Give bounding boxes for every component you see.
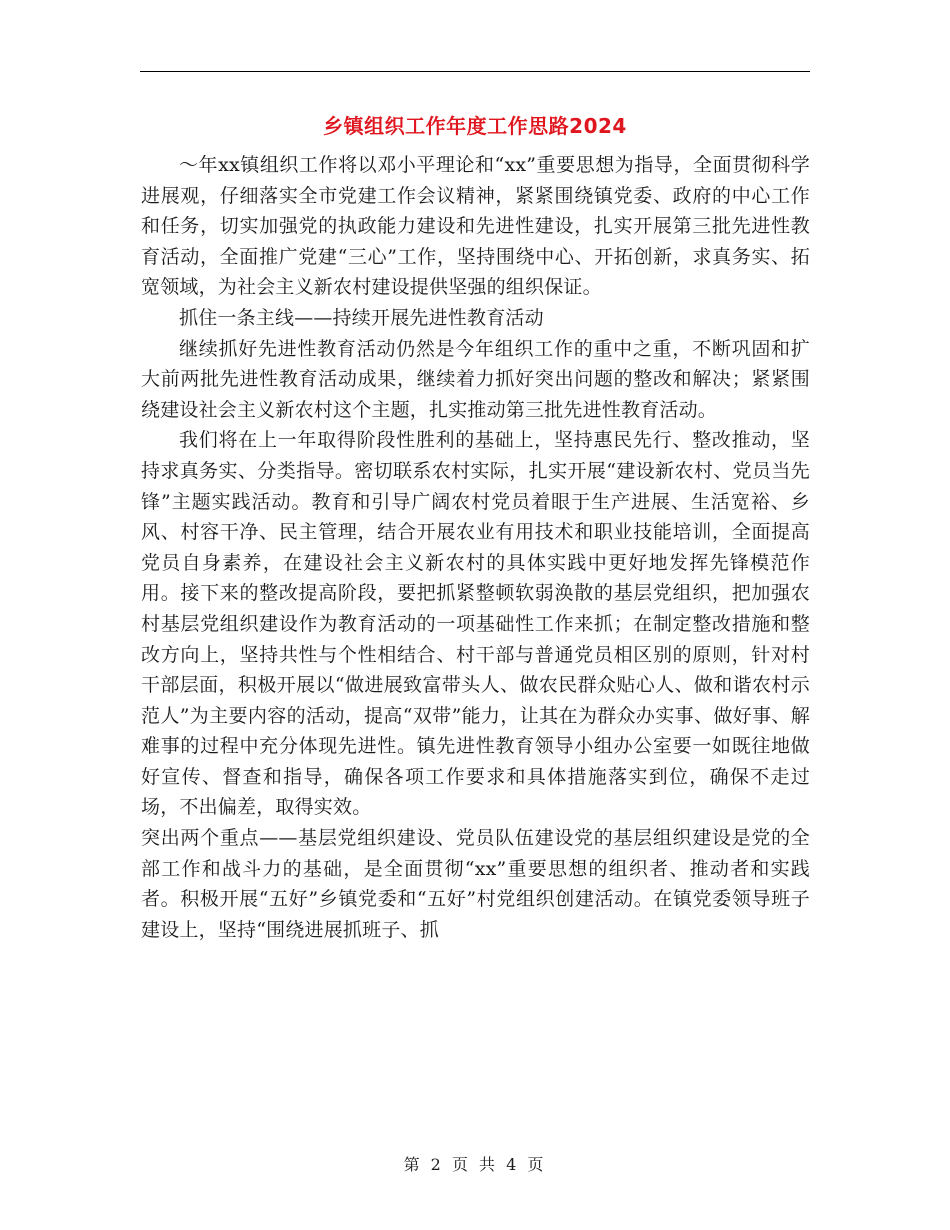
paragraph-continue-education: 继续抓好先进性教育活动仍然是今年组织工作的重中之重，不断巩固和扩大前两批先进性教育活动成果，继续着力抓好突出问题的整改和解决；紧紧围绕建设社会主义新农村这个主题，扎实推动第三批先进性教育活动。 <box>141 337 810 421</box>
paragraph-two-key-points: 突出两个重点——基层党组织建设、党员队伍建设党的基层组织建设是党的全部工作和战斗力的基础，是全面贯彻“xx”重要思想的组织者、推动者和实践者。积极开展“五好”乡镇党委和“五好”村党组织创建活动。在镇党委领导班子建设上，坚持“围绕进展抓班子、抓 <box>141 827 810 941</box>
paragraph-intro: ～年xx镇组织工作将以邓小平理论和“xx”重要思想为指导，全面贯彻科学进展观，仔细落实全市党建工作会议精神，紧紧围绕镇党委、政府的中心工作和任务，切实加强党的执政能力建设和先进性建设，扎实开展第三批先进性教育活动，全面推广党建“三心”工作，坚持围绕中心、开拓创新，求真务实、拓宽领域，为社会主义新农村建设提供坚强的组织保证。 <box>141 154 810 299</box>
section-heading-main-line: 抓住一条主线——持续开展先进性教育活动 <box>179 306 544 329</box>
header-rule <box>140 71 810 72</box>
document-title: 乡镇组织工作年度工作思路2024 <box>323 114 627 138</box>
page-number-footer: 第 2 页 共 4 页 <box>403 1155 547 1174</box>
paragraph-implementation: 我们将在上一年取得阶段性胜利的基础上，坚持惠民先行、整改推动，坚持求真务实、分类指导。密切联系农村实际，扎实开展“建设新农村、党员当先锋”主题实践活动。教育和引导广阔农村党员着眼于生产进展、生活宽裕、乡风、村容干净、民主管理，结合开展农业有用技术和职业技能培训，全面提高党员自身素养，在建设社会主义新农村的具体实践中更好地发挥先锋模范作用。接下来的整改提高阶段，要把抓紧整顿软弱涣散的基层党组织，把加强农村基层党组织建设作为教育活动的一项基础性工作来抓；在制定整改措施和整改方向上，坚持共性与个性相结合、村干部与普通党员相区别的原则，针对村干部层面，积极开展以“做进展致富带头人、做农民群众贴心人、做和谐农村示范人”为主要内容的活动，提高“双带”能力，让其在为群众办实事、做好事、解难事的过程中充分体现先进性。镇先进性教育领导小组办公室要一如既往地做好宣传、督查和指导，确保各项工作要求和具体措施落实到位，确保不走过场，不出偏差，取得实效。 <box>141 429 810 819</box>
document-body <box>141 150 810 945</box>
